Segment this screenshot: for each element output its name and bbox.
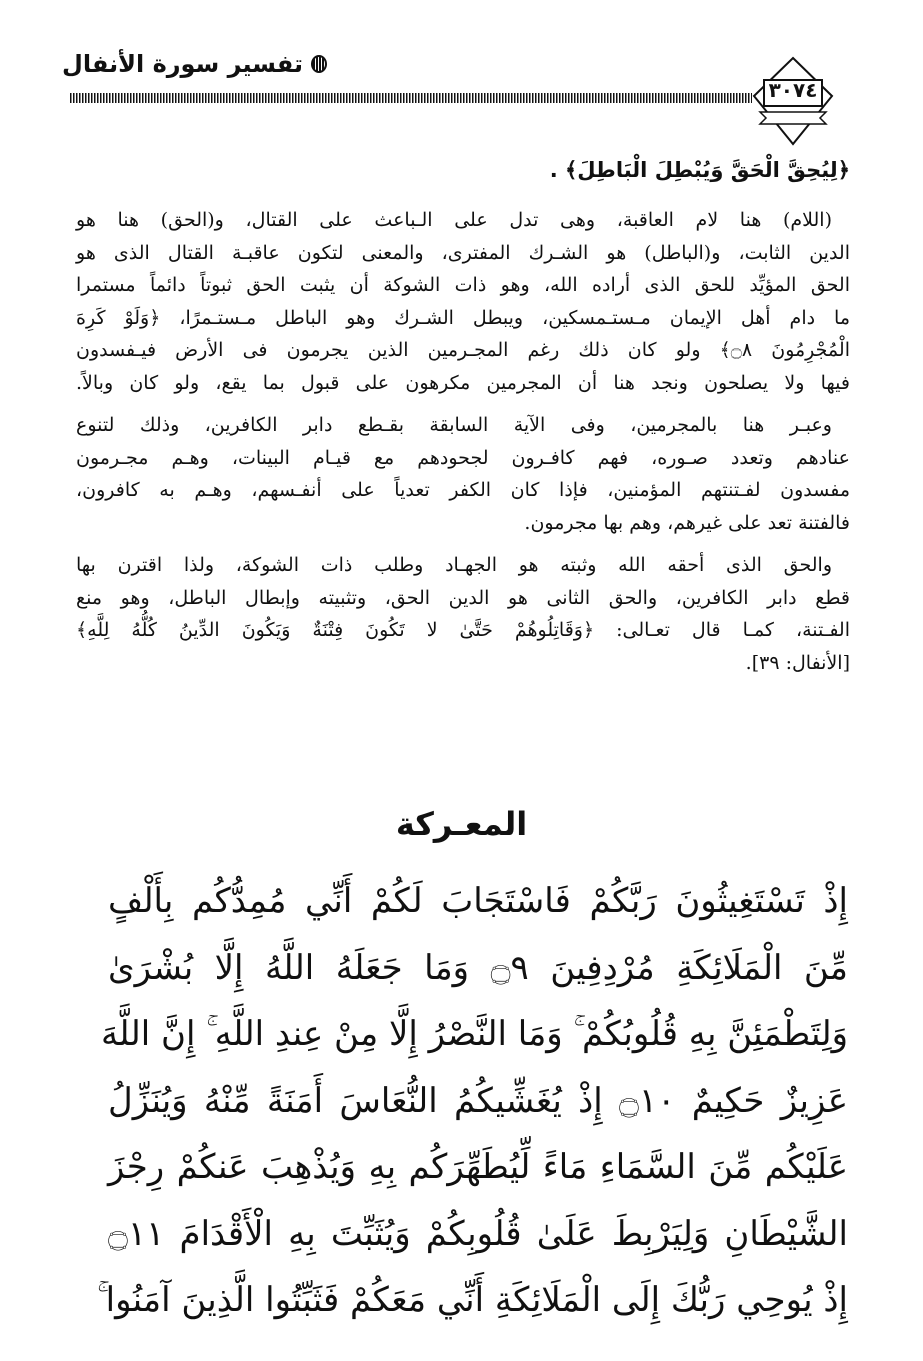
- text-line: فالفتنة تعد على غيرهم، وهم بها مجرمون.: [524, 511, 850, 534]
- section-title: المعـركة: [395, 805, 528, 843]
- quran-passage: [97, 868, 848, 1334]
- commentary-body: [76, 150, 850, 689]
- text-line: (اللام) هنا لام العاقبة، وهى تدل على الـباعث على القتال، و(الحق) هنا هو: [76, 209, 832, 231]
- paragraph: [76, 549, 850, 679]
- text-line: فيها ولا يصلحون ونجد هنا أن المجرمين مكرهون على قبول بما يقع، ولو كان وبالاً.: [76, 371, 850, 394]
- page-number-badge: [750, 56, 836, 146]
- text-line: ما دام أهل الإيمان مـستـمسكين، ويبطل الشـرك وهو الباطل مـستـمرًا، ﴿وَلَوْ كَرِهَ: [76, 306, 851, 329]
- text-line: قطع دابر الكافرين، والحق الثانى هو الدين الحق، وتثبيته وإبطال الباطل، وهو منع: [76, 586, 850, 609]
- text-line: الفـتنة، كمـا قال تعـالى: ﴿وَقَاتِلُوهُمْ حَتَّىٰ لا تَكُونَ فِتْنَةٌ وَيَكُونَ الدِّينُ كُلُّهُ لِلَّهِ﴾: [76, 619, 850, 641]
- text-line: الْمُجْرِمُونَ ۝٨﴾ ولو كان ذلك رغم المجـرمين الذين يجرمون فى الأرض فيـفسدون: [76, 339, 850, 361]
- quran-line: عَلَيْكُم مِّنَ السَّمَاءِ مَاءً لِّيُطَهِّرَكُم بِهِ وَيُذْهِبَ عَنكُمْ رِجْزَ: [108, 1147, 848, 1187]
- text-line: والحق الذى أحقه الله وثبته هو الجهـاد وطلب ذات الشوكة، ولذا اقترن بها: [76, 554, 832, 576]
- text-line: الحق المؤيِّد للحق الذى أراده الله، وهو ذات الشوكة أن يثبت الحق ثبوتاً دائماً مستمرا: [76, 274, 850, 296]
- ornament-icon: [311, 55, 327, 73]
- text-line: [الأنفال: ٣٩].: [745, 651, 850, 674]
- paragraph: [76, 204, 850, 399]
- quran-line: وَلِتَطْمَئِنَّ بِهِ قُلُوبُكُمْ ۚ وَمَا النَّصْرُ إِلَّا مِنْ عِندِ اللَّهِ ۚ إِنَّ اللَّهَ: [100, 1014, 848, 1054]
- text-line: الدين الثابت، و(الباطل) هو الشـرك المفترى، والمعنى لتكون عاقبـة القتال الذى هو: [76, 241, 850, 264]
- text-line: عنادهم وتعدد صـوره، فهم كافـرون لجحودهم مع قيـام البينات، وهـم مجـرمون: [76, 446, 850, 469]
- page-number: ٣٠٧٤: [768, 78, 818, 102]
- quran-line: الشَّيْطَانِ وَلِيَرْبِطَ عَلَىٰ قُلُوبِكُمْ وَيُثَبِّتَ بِهِ الْأَقْدَامَ ۝١١: [108, 1213, 848, 1254]
- quran-line: عَزِيزٌ حَكِيمٌ ۝١٠ إِذْ يُغَشِّيكُمُ النُّعَاسَ أَمَنَةً مِّنْهُ وَيُنَزِّلُ: [108, 1080, 848, 1121]
- verse-heading: ﴿لِيُحِقَّ الْحَقَّ وَيُبْطِلَ الْبَاطِلَ﴾ .: [549, 158, 850, 182]
- running-header: [62, 50, 327, 78]
- quran-line: إِذْ تَسْتَغِيثُونَ رَبَّكُمْ فَاسْتَجَابَ لَكُمْ أَنِّي مُمِدُّكُم بِأَلْفٍ: [108, 881, 848, 921]
- book-title: تفسير سورة الأنفال: [62, 50, 303, 78]
- paragraph: [76, 409, 850, 539]
- header-divider: [70, 93, 752, 103]
- text-line: وعبـر هنا بالمجرمين، وفى الآية السابقة بقـطع دابر الكافرين، وذلك لتنوع: [76, 414, 832, 436]
- quran-line: إِذْ يُوحِي رَبُّكَ إِلَى الْمَلَائِكَةِ أَنِّي مَعَكُمْ فَثَبِّتُوا الَّذِينَ آمَنُوا ۚ: [97, 1280, 848, 1320]
- text-line: مفسدون لفـتنتهم المؤمنين، فإذا كان الكفر تعدياً على أنفـسهم، وهـم به كافرون،: [76, 479, 850, 501]
- quran-line: مِّنَ الْمَلَائِكَةِ مُرْدِفِينَ ۝٩ وَمَا جَعَلَهُ اللَّهُ إِلَّا بُشْرَىٰ: [108, 947, 848, 988]
